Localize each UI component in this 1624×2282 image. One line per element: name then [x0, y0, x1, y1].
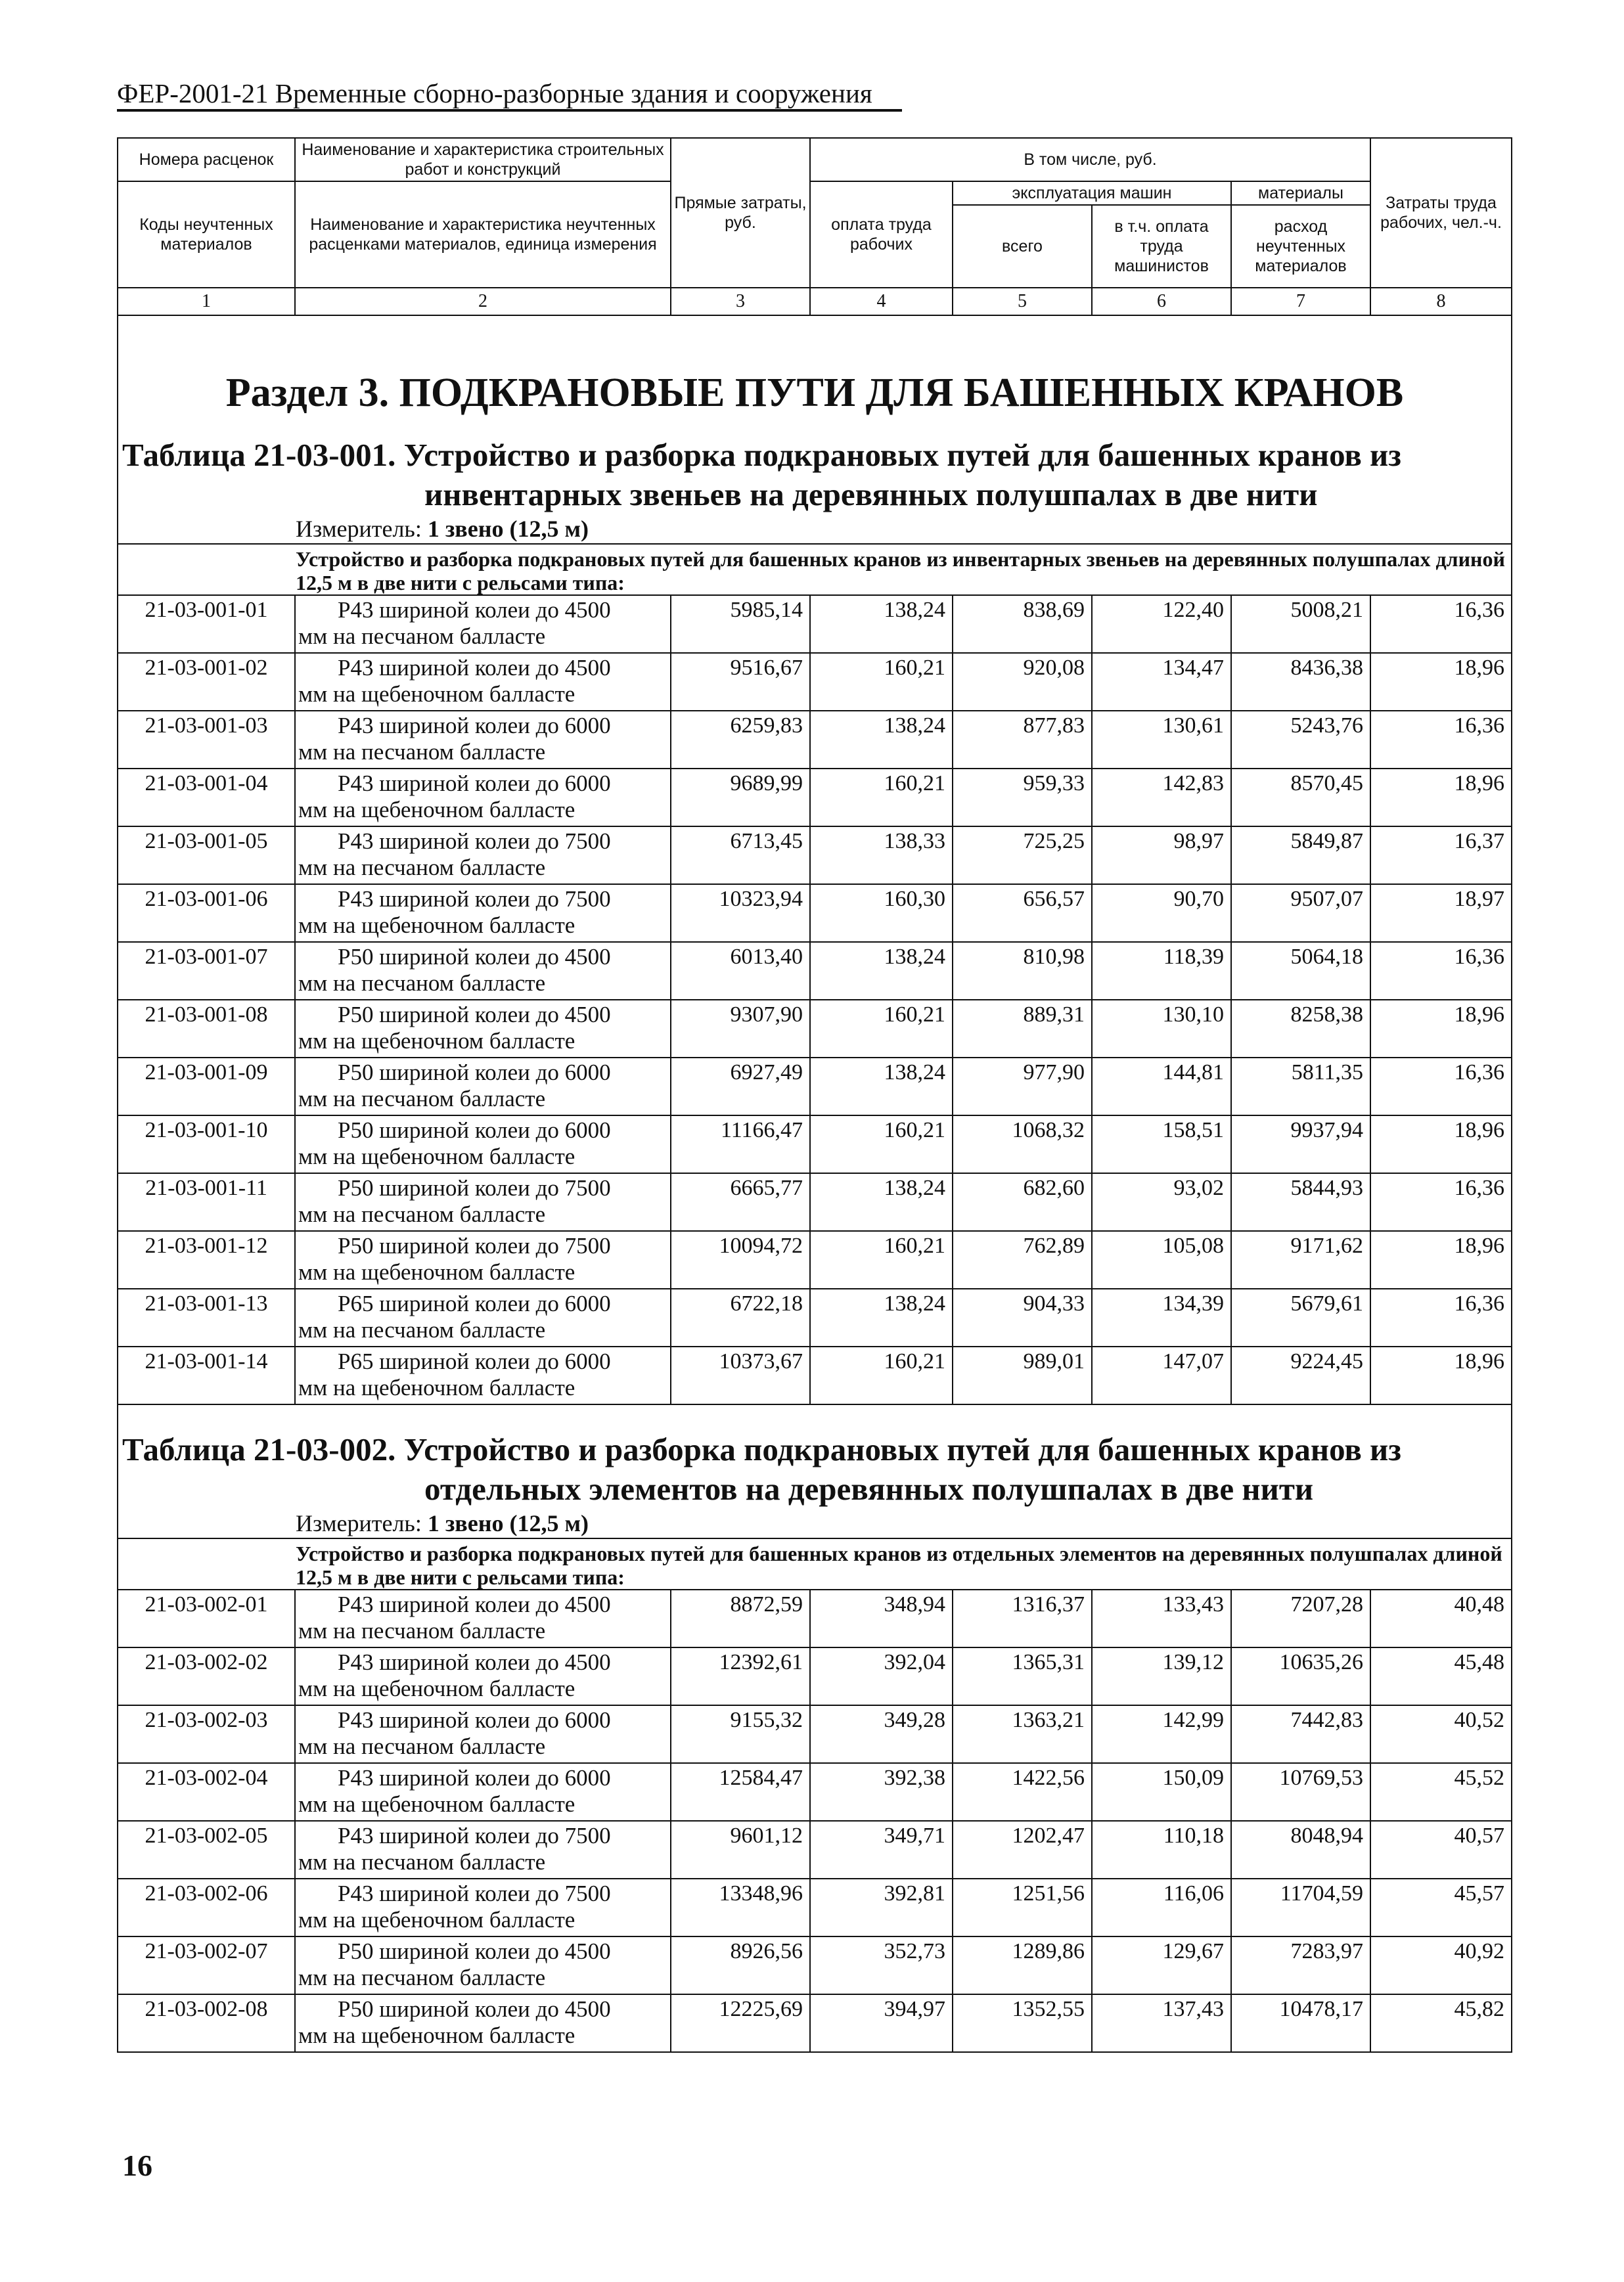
- work-name-line2: мм на щебеночном балласте: [298, 1259, 575, 1285]
- labor-hours: 18,96: [1370, 769, 1512, 826]
- direct-costs: 13348,96: [671, 1879, 810, 1936]
- work-name-line1: Р50 шириной колеи до 6000: [338, 1060, 611, 1085]
- work-name: [295, 711, 671, 769]
- work-name-line1: Р43 шириной колеи до 6000: [338, 771, 611, 796]
- labor-hours: 40,92: [1370, 1936, 1512, 1994]
- table-row: [118, 1590, 1512, 1647]
- work-name-line2: мм на песчаном балласте: [298, 1849, 546, 1875]
- machine-total: 877,83: [953, 711, 1092, 769]
- table-row: [118, 711, 1512, 769]
- materials-cost: 8258,38: [1231, 1000, 1370, 1058]
- work-name-line1: Р50 шириной колеи до 7500: [338, 1233, 611, 1259]
- machine-total: 1352,55: [953, 1994, 1092, 2052]
- table-row: [118, 1289, 1512, 1347]
- table-row: [118, 942, 1512, 1000]
- machine-total: 889,31: [953, 1000, 1092, 1058]
- direct-costs: 5985,14: [671, 595, 810, 653]
- machine-total: 725,25: [953, 826, 1092, 884]
- table-row: [118, 884, 1512, 942]
- work-name-line2: мм на щебеночном балласте: [298, 1791, 575, 1817]
- machine-total: 989,01: [953, 1347, 1092, 1404]
- rate-code: 21-03-001-14: [118, 1347, 295, 1404]
- work-name-line1: Р43 шириной колеи до 6000: [338, 1765, 611, 1791]
- work-name: [295, 1173, 671, 1231]
- operator-wages: 142,83: [1092, 769, 1231, 826]
- direct-costs: 9516,67: [671, 653, 810, 711]
- page-header: ФЕР-2001-21 Временные сборно-разборные здания и сооружения: [117, 78, 902, 112]
- table-title-line1: Таблица 21-03-002. Устройство и разборка подкрановых путей для башенных кранов из: [122, 1431, 1401, 1467]
- operator-wages: 137,43: [1092, 1994, 1231, 2052]
- header-col-labor: Затраты труда рабочих, чел.-ч.: [1370, 138, 1512, 288]
- labor-hours: 16,36: [1370, 1173, 1512, 1231]
- labor-hours: 18,96: [1370, 1347, 1512, 1404]
- col-number: 5: [953, 288, 1092, 315]
- spacer: [118, 1404, 1512, 1430]
- materials-cost: 10769,53: [1231, 1763, 1370, 1821]
- measure-label: Измеритель:: [296, 1510, 428, 1536]
- work-name-line2: мм на щебеночном балласте: [298, 1028, 575, 1054]
- operator-wages: 130,61: [1092, 711, 1231, 769]
- worker-wages: 138,24: [810, 942, 953, 1000]
- materials-cost: 5064,18: [1231, 942, 1370, 1000]
- machine-total: 959,33: [953, 769, 1092, 826]
- table-header: [118, 138, 1512, 315]
- rate-code: 21-03-002-04: [118, 1763, 295, 1821]
- direct-costs: 6013,40: [671, 942, 810, 1000]
- price-table: [117, 137, 1512, 2053]
- header-col-name: Наименование и характеристика строительных работ и конструкций: [295, 138, 671, 181]
- rate-code: 21-03-002-03: [118, 1705, 295, 1763]
- work-name: [295, 1000, 671, 1058]
- work-name: [295, 942, 671, 1000]
- worker-wages: 160,21: [810, 653, 953, 711]
- work-name-line2: мм на песчаном балласте: [298, 1317, 546, 1343]
- materials-cost: 10478,17: [1231, 1994, 1370, 2052]
- machine-total: 762,89: [953, 1231, 1092, 1289]
- header-col-codes: Коды неучтенных материалов: [118, 181, 295, 288]
- direct-costs: 6722,18: [671, 1289, 810, 1347]
- work-name-line2: мм на щебеночном балласте: [298, 1907, 575, 1933]
- group-heading: Устройство и разборка подкрановых путей для башенных кранов из инвентарных звеньев на деревянных полушпалах длиной 12,5 м в две нити с рельсами типа:: [118, 544, 1512, 595]
- table-21-03-001-rows: [118, 595, 1512, 1404]
- table-row: [118, 826, 1512, 884]
- col-number: 7: [1231, 288, 1370, 315]
- col-number: 1: [118, 288, 295, 315]
- section-title: Раздел 3. ПОДКРАНОВЫЕ ПУТИ ДЛЯ БАШЕННЫХ КРАНОВ: [225, 370, 1404, 415]
- table-21-03-002-rows: [118, 1590, 1512, 2052]
- worker-wages: 138,24: [810, 1289, 953, 1347]
- table-row: [118, 769, 1512, 826]
- table-row: [118, 595, 1512, 653]
- operator-wages: 134,47: [1092, 653, 1231, 711]
- operator-wages: 98,97: [1092, 826, 1231, 884]
- measure-row: [118, 514, 1512, 544]
- work-name-line1: Р43 шириной колеи до 6000: [338, 713, 611, 738]
- materials-cost: 11704,59: [1231, 1879, 1370, 1936]
- worker-wages: 352,73: [810, 1936, 953, 1994]
- worker-wages: 138,24: [810, 595, 953, 653]
- work-name-line2: мм на песчаном балласте: [298, 623, 546, 649]
- machine-total: 1202,47: [953, 1821, 1092, 1879]
- labor-hours: 18,96: [1370, 1115, 1512, 1173]
- rate-code: 21-03-001-12: [118, 1231, 295, 1289]
- work-name-line1: Р43 шириной колеи до 7500: [338, 886, 611, 912]
- machine-total: 656,57: [953, 884, 1092, 942]
- work-name-line1: Р50 шириной колеи до 4500: [338, 1996, 611, 2022]
- direct-costs: 6665,77: [671, 1173, 810, 1231]
- work-name-line1: Р43 шириной колеи до 7500: [338, 828, 611, 854]
- rate-code: 21-03-002-07: [118, 1936, 295, 1994]
- header-col-total: всего: [953, 205, 1092, 288]
- work-name-line1: Р43 шириной колеи до 4500: [338, 1592, 611, 1617]
- work-name-line2: мм на щебеночном балласте: [298, 2023, 575, 2048]
- operator-wages: 122,40: [1092, 595, 1231, 653]
- materials-cost: 8048,94: [1231, 1821, 1370, 1879]
- work-name-line1: Р43 шириной колеи до 6000: [338, 1707, 611, 1733]
- work-name: [295, 1058, 671, 1115]
- labor-hours: 18,97: [1370, 884, 1512, 942]
- materials-cost: 5243,76: [1231, 711, 1370, 769]
- rate-code: 21-03-001-07: [118, 942, 295, 1000]
- header-col-numbers: Номера расценок: [118, 138, 295, 181]
- table-title-line1: Таблица 21-03-001. Устройство и разборка подкрановых путей для башенных кранов из: [122, 437, 1401, 473]
- machine-total: 810,98: [953, 942, 1092, 1000]
- operator-wages: 129,67: [1092, 1936, 1231, 1994]
- header-col-operator-wages: в т.ч. оплата труда машинистов: [1092, 205, 1231, 288]
- table-row: [118, 653, 1512, 711]
- table-row: [118, 1115, 1512, 1173]
- operator-wages: 147,07: [1092, 1347, 1231, 1404]
- materials-cost: 7283,97: [1231, 1936, 1370, 1994]
- measure-row: [118, 1509, 1512, 1538]
- operator-wages: 116,06: [1092, 1879, 1231, 1936]
- table-title: [118, 1430, 1512, 1509]
- worker-wages: 394,97: [810, 1994, 953, 2052]
- work-name-line1: Р50 шириной колеи до 4500: [338, 1938, 611, 1964]
- work-name-line2: мм на щебеночном балласте: [298, 681, 575, 707]
- operator-wages: 139,12: [1092, 1647, 1231, 1705]
- worker-wages: 349,28: [810, 1705, 953, 1763]
- direct-costs: 8926,56: [671, 1936, 810, 1994]
- rate-code: 21-03-001-10: [118, 1115, 295, 1173]
- work-name: [295, 1347, 671, 1404]
- labor-hours: 45,82: [1370, 1994, 1512, 2052]
- worker-wages: 138,24: [810, 1173, 953, 1231]
- work-name: [295, 1763, 671, 1821]
- section-row: [118, 315, 1512, 436]
- materials-cost: 5844,93: [1231, 1173, 1370, 1231]
- work-name-line1: Р65 шириной колеи до 6000: [338, 1349, 611, 1374]
- labor-hours: 16,36: [1370, 1058, 1512, 1115]
- labor-hours: 16,36: [1370, 595, 1512, 653]
- header-col-materials-name: Наименование и характеристика неучтенных расценками материалов, единица измерения: [295, 181, 671, 288]
- work-name-line2: мм на песчаном балласте: [298, 739, 546, 765]
- measure-value: 1 звено (12,5 м): [427, 1510, 589, 1536]
- worker-wages: 160,21: [810, 769, 953, 826]
- worker-wages: 138,24: [810, 1058, 953, 1115]
- rate-code: 21-03-001-13: [118, 1289, 295, 1347]
- work-name: [295, 884, 671, 942]
- worker-wages: 138,24: [810, 711, 953, 769]
- work-name: [295, 1821, 671, 1879]
- worker-wages: 160,21: [810, 1347, 953, 1404]
- work-name-line2: мм на щебеночном балласте: [298, 1144, 575, 1169]
- materials-cost: 9224,45: [1231, 1347, 1370, 1404]
- labor-hours: 18,96: [1370, 653, 1512, 711]
- materials-cost: 5679,61: [1231, 1289, 1370, 1347]
- rate-code: 21-03-001-05: [118, 826, 295, 884]
- work-name-line1: Р50 шириной колеи до 6000: [338, 1117, 611, 1143]
- rate-code: 21-03-001-11: [118, 1173, 295, 1231]
- rate-code: 21-03-002-06: [118, 1879, 295, 1936]
- work-name: [295, 1231, 671, 1289]
- rate-code: 21-03-002-08: [118, 1994, 295, 2052]
- work-name: [295, 1647, 671, 1705]
- materials-cost: 5008,21: [1231, 595, 1370, 653]
- work-name-line1: Р43 шириной колеи до 4500: [338, 1649, 611, 1675]
- worker-wages: 349,71: [810, 1821, 953, 1879]
- machine-total: 1289,86: [953, 1936, 1092, 1994]
- table-row: [118, 1936, 1512, 1994]
- labor-hours: 16,37: [1370, 826, 1512, 884]
- work-name-line2: мм на щебеночном балласте: [298, 912, 575, 938]
- work-name-line2: мм на песчаном балласте: [298, 1734, 546, 1759]
- machine-total: 1316,37: [953, 1590, 1092, 1647]
- table-title-line2: инвентарных звеньев на деревянных полушпалах в две нити: [424, 476, 1318, 512]
- work-name: [295, 653, 671, 711]
- direct-costs: 12392,61: [671, 1647, 810, 1705]
- rate-code: 21-03-002-02: [118, 1647, 295, 1705]
- worker-wages: 160,21: [810, 1231, 953, 1289]
- machine-total: 1365,31: [953, 1647, 1092, 1705]
- machine-total: 1068,32: [953, 1115, 1092, 1173]
- machine-total: 904,33: [953, 1289, 1092, 1347]
- work-name-line2: мм на песчаном балласте: [298, 1201, 546, 1227]
- materials-cost: 9937,94: [1231, 1115, 1370, 1173]
- table-title: [118, 436, 1512, 514]
- machine-total: 920,08: [953, 653, 1092, 711]
- machine-total: 1422,56: [953, 1763, 1092, 1821]
- col-number: 6: [1092, 288, 1231, 315]
- table-row: [118, 1647, 1512, 1705]
- direct-costs: 9601,12: [671, 1821, 810, 1879]
- worker-wages: 392,38: [810, 1763, 953, 1821]
- materials-cost: 8570,45: [1231, 769, 1370, 826]
- table-row: [118, 1821, 1512, 1879]
- table-row: [118, 1879, 1512, 1936]
- work-name-line1: Р65 шириной колеи до 6000: [338, 1291, 611, 1316]
- labor-hours: 45,57: [1370, 1879, 1512, 1936]
- header-materials: материалы: [1231, 181, 1370, 205]
- rate-code: 21-03-001-09: [118, 1058, 295, 1115]
- direct-costs: 10094,72: [671, 1231, 810, 1289]
- work-name: [295, 826, 671, 884]
- direct-costs: 11166,47: [671, 1115, 810, 1173]
- materials-cost: 10635,26: [1231, 1647, 1370, 1705]
- table-row: [118, 1347, 1512, 1404]
- rate-code: 21-03-001-04: [118, 769, 295, 826]
- operator-wages: 93,02: [1092, 1173, 1231, 1231]
- work-name-line1: Р43 шириной колеи до 4500: [338, 597, 611, 623]
- direct-costs: 9307,90: [671, 1000, 810, 1058]
- table-row: [118, 1994, 1512, 2052]
- header-machine-operation: эксплуатация машин: [953, 181, 1231, 205]
- work-name-line2: мм на песчаном балласте: [298, 1965, 546, 1990]
- direct-costs: 10323,94: [671, 884, 810, 942]
- work-name: [295, 1289, 671, 1347]
- col-number: 3: [671, 288, 810, 315]
- worker-wages: 392,04: [810, 1647, 953, 1705]
- rate-code: 21-03-001-08: [118, 1000, 295, 1058]
- work-name: [295, 1879, 671, 1936]
- work-name-line1: Р50 шириной колеи до 4500: [338, 944, 611, 970]
- work-name-line2: мм на щебеночном балласте: [298, 797, 575, 822]
- direct-costs: 6927,49: [671, 1058, 810, 1115]
- machine-total: 682,60: [953, 1173, 1092, 1231]
- work-name-line2: мм на песчаном балласте: [298, 855, 546, 880]
- labor-hours: 40,48: [1370, 1590, 1512, 1647]
- operator-wages: 133,43: [1092, 1590, 1231, 1647]
- work-name-line2: мм на песчаном балласте: [298, 1086, 546, 1111]
- labor-hours: 16,36: [1370, 1289, 1512, 1347]
- table-row: [118, 1763, 1512, 1821]
- direct-costs: 8872,59: [671, 1590, 810, 1647]
- col-number: 8: [1370, 288, 1512, 315]
- table-row: [118, 1705, 1512, 1763]
- operator-wages: 110,18: [1092, 1821, 1231, 1879]
- rate-code: 21-03-001-01: [118, 595, 295, 653]
- labor-hours: 45,52: [1370, 1763, 1512, 1821]
- labor-hours: 18,96: [1370, 1000, 1512, 1058]
- direct-costs: 6259,83: [671, 711, 810, 769]
- operator-wages: 134,39: [1092, 1289, 1231, 1347]
- operator-wages: 150,09: [1092, 1763, 1231, 1821]
- worker-wages: 160,21: [810, 1000, 953, 1058]
- page-number: 16: [122, 2149, 152, 2182]
- materials-cost: 7442,83: [1231, 1705, 1370, 1763]
- materials-cost: 9171,62: [1231, 1231, 1370, 1289]
- work-name-line2: мм на песчаном балласте: [298, 970, 546, 996]
- rate-code: 21-03-002-01: [118, 1590, 295, 1647]
- work-name: [295, 769, 671, 826]
- measure-label: Измеритель:: [296, 516, 428, 542]
- operator-wages: 90,70: [1092, 884, 1231, 942]
- operator-wages: 144,81: [1092, 1058, 1231, 1115]
- direct-costs: 12584,47: [671, 1763, 810, 1821]
- col-number: 4: [810, 288, 953, 315]
- work-name-line2: мм на щебеночном балласте: [298, 1375, 575, 1400]
- direct-costs: 10373,67: [671, 1347, 810, 1404]
- worker-wages: 138,33: [810, 826, 953, 884]
- table-row: [118, 1000, 1512, 1058]
- header-col-wages: оплата труда рабочих: [810, 181, 953, 288]
- header-including: В том числе, руб.: [810, 138, 1370, 181]
- operator-wages: 105,08: [1092, 1231, 1231, 1289]
- work-name-line1: Р43 шириной колеи до 4500: [338, 655, 611, 681]
- direct-costs: 9689,99: [671, 769, 810, 826]
- direct-costs: 12225,69: [671, 1994, 810, 2052]
- labor-hours: 18,96: [1370, 1231, 1512, 1289]
- labor-hours: 45,48: [1370, 1647, 1512, 1705]
- materials-cost: 8436,38: [1231, 653, 1370, 711]
- machine-total: 977,90: [953, 1058, 1092, 1115]
- rate-code: 21-03-001-02: [118, 653, 295, 711]
- labor-hours: 16,36: [1370, 711, 1512, 769]
- materials-cost: 7207,28: [1231, 1590, 1370, 1647]
- rate-code: 21-03-002-05: [118, 1821, 295, 1879]
- labor-hours: 40,57: [1370, 1821, 1512, 1879]
- work-name-line1: Р43 шириной колеи до 7500: [338, 1881, 611, 1906]
- materials-cost: 9507,07: [1231, 884, 1370, 942]
- direct-costs: 6713,45: [671, 826, 810, 884]
- machine-total: 1363,21: [953, 1705, 1092, 1763]
- work-name: [295, 1115, 671, 1173]
- work-name: [295, 1705, 671, 1763]
- direct-costs: 9155,32: [671, 1705, 810, 1763]
- work-name-line2: мм на щебеночном балласте: [298, 1676, 575, 1701]
- machine-total: 838,69: [953, 595, 1092, 653]
- header-col-direct-costs: Прямые затраты, руб.: [671, 138, 810, 288]
- col-number: 2: [295, 288, 671, 315]
- table-row: [118, 1173, 1512, 1231]
- operator-wages: 118,39: [1092, 942, 1231, 1000]
- worker-wages: 160,30: [810, 884, 953, 942]
- work-name-line1: Р43 шириной колеи до 7500: [338, 1823, 611, 1848]
- machine-total: 1251,56: [953, 1879, 1092, 1936]
- work-name-line1: Р50 шириной колеи до 7500: [338, 1175, 611, 1201]
- materials-cost: 5849,87: [1231, 826, 1370, 884]
- group-heading: Устройство и разборка подкрановых путей для башенных кранов из отдельных элементов на деревянных полушпалах длиной 12,5 м в две нити с рельсами типа:: [118, 1538, 1512, 1590]
- header-col-material-consumption: расход неучтенных материалов: [1231, 205, 1370, 288]
- table-21-03-001: [118, 436, 1512, 595]
- operator-wages: 158,51: [1092, 1115, 1231, 1173]
- table-row: [118, 1231, 1512, 1289]
- work-name: [295, 1590, 671, 1647]
- table-row: [118, 1058, 1512, 1115]
- table-21-03-002: [118, 1430, 1512, 1590]
- measure-value: 1 звено (12,5 м): [427, 516, 589, 542]
- work-name: [295, 595, 671, 653]
- rate-code: 21-03-001-03: [118, 711, 295, 769]
- worker-wages: 348,94: [810, 1590, 953, 1647]
- materials-cost: 5811,35: [1231, 1058, 1370, 1115]
- table-title-line2: отдельных элементов на деревянных полушпалах в две нити: [424, 1471, 1314, 1507]
- work-name-line1: Р50 шириной колеи до 4500: [338, 1002, 611, 1027]
- work-name: [295, 1936, 671, 1994]
- work-name-line2: мм на песчаном балласте: [298, 1618, 546, 1644]
- rate-code: 21-03-001-06: [118, 884, 295, 942]
- operator-wages: 142,99: [1092, 1705, 1231, 1763]
- labor-hours: 40,52: [1370, 1705, 1512, 1763]
- labor-hours: 16,36: [1370, 942, 1512, 1000]
- worker-wages: 160,21: [810, 1115, 953, 1173]
- work-name: [295, 1994, 671, 2052]
- worker-wages: 392,81: [810, 1879, 953, 1936]
- operator-wages: 130,10: [1092, 1000, 1231, 1058]
